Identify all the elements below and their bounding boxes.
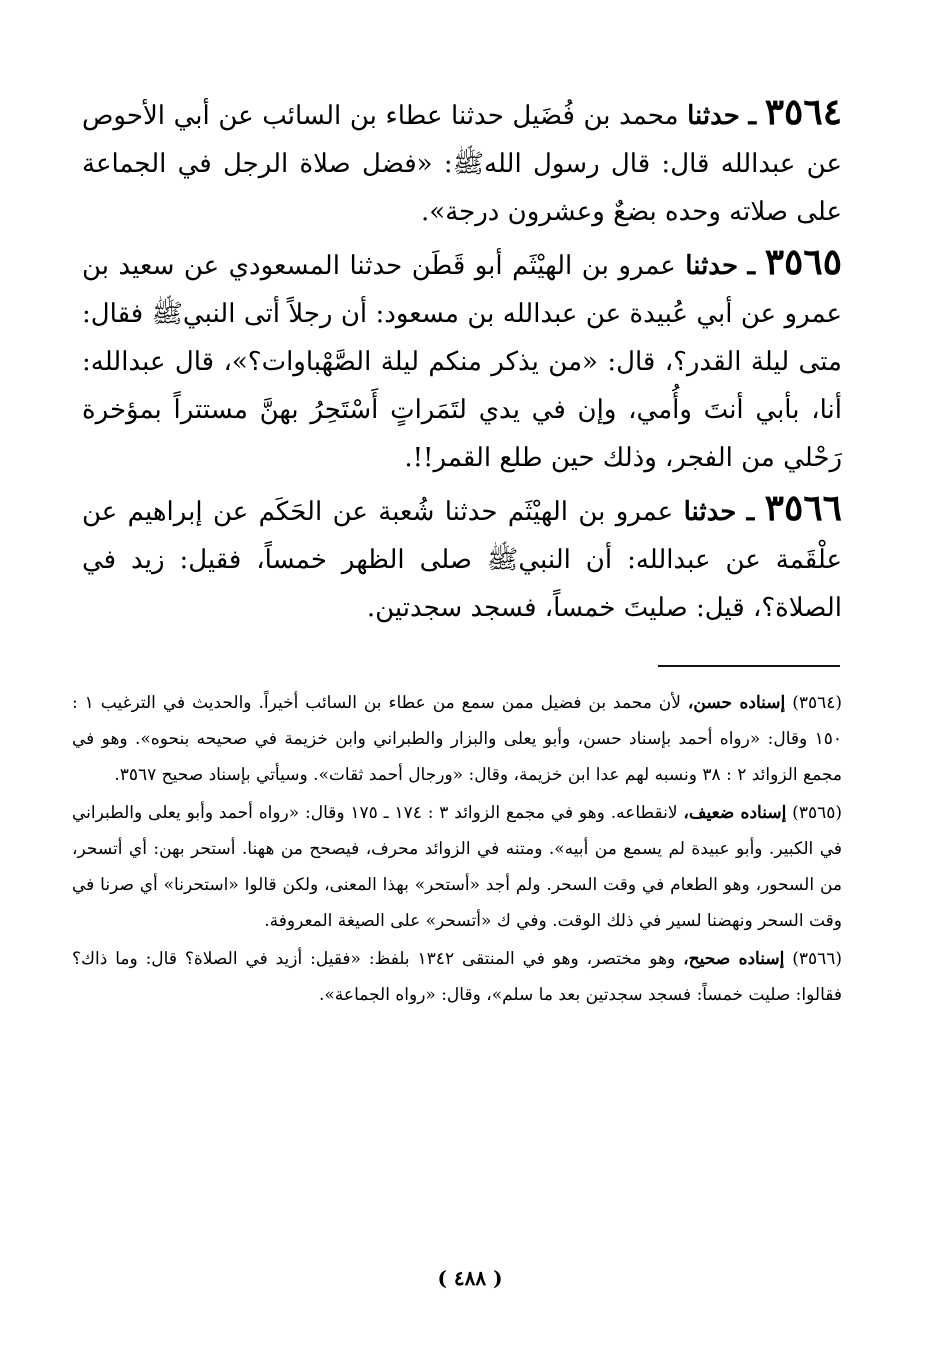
footnote-grade: إسناده ضعيف،	[683, 803, 787, 823]
footnote-grade: إسناده صحيح،	[683, 949, 785, 969]
hadith-dash: ـ	[746, 497, 755, 527]
footnote-3566	[72, 941, 842, 1013]
hadith-dash: ـ	[748, 101, 757, 131]
footnote-number: (٣٥٦٦)	[792, 949, 843, 969]
footnote-text: لأن محمد بن فضيل ممن سمع من عطاء بن السائب أخيراً. والحديث في الترغيب ١ : ١٥٠ وقال: «رواه أحمد بإسناد حسن، وأبو يعلى والبزار والطبراني وابن خزيمة في صحيحه بنحوه». وهو في مجمع الزوائد ٢ : ٣٨ ونسبه لهم عدا ابن خزيمة، وقال: «ورجال أحمد ثقات». وسيأتي بإسناد صحيح ٣٥٦٧.	[72, 693, 842, 785]
hadith-text: عمرو بن الهيْثَم أبو قَطَن حدثنا المسعودي عن سعيد بن عمرو عن أبي عُبيدة عن عبدالله بن مسعود: أن رجلاً أتى النبيﷺ فقال: متى ليلة القدر؟، قال: «من يذكر منكم ليلة الصَّهْباوات؟»، قال عبدالله: أنا، بأبي أنتَ وأُمي، وإن في يدي لتَمَراتٍ أَسْتَحِرُ بهنَّ مستتراً بمؤخرة رَحْلي من الفجر، وذلك حين طلع القمر!!.	[82, 251, 842, 473]
hadith-3566	[82, 484, 842, 632]
footnote-text: لانقطاعه. وهو في مجمع الزوائد ٣ : ١٧٤ ـ ١٧٥ وقال: «رواه أحمد وأبو يعلى والطبراني في الكبير. وأبو عبيدة لم يسمع من أبيه». ومتنه في الزوائد محرف، فيصحح من ههنا. أستحر بهن: أي أتسحر، من السحور، وهو الطعام في وقت السحر. ولم أجد «أستحر» بهذا المعنى، ولكن قالوا «استحرنا» أي صرنا في وقت السحر ونهضنا لسير في ذلك الوقت. وفي ك «أتسحر» على الصيغة المعروفة.	[72, 803, 842, 931]
hadith-opening: حدثنا	[687, 101, 740, 131]
hadith-number: ٣٥٦٦	[764, 487, 843, 529]
hadith-number: ٣٥٦٤	[764, 91, 843, 133]
footnote-text: وهو مختصر، وهو في المنتقى ١٣٤٢ بلفظ: «فقيل: أزيد في الصلاة؟ قال: وما ذاك؟ فقالوا: صليت خمساً: فسجد سجدتين بعد ما سلم»، وقال: «رواه الجماعة».	[72, 949, 842, 1005]
hadith-opening: حدثنا	[683, 497, 737, 527]
hadith-opening: حدثنا	[685, 251, 739, 281]
hadith-text: عمرو بن الهيْثَم حدثنا شُعبة عن الحَكَم عن إبراهيم عن علْقَمة عن عبدالله: أن النبيﷺ صلى الظهر خمساً، فقيل: زيد في الصلاة؟، قيل: صليتَ خمساً، فسجد سجدتين.	[82, 497, 842, 623]
footnote-grade: إسناده حسن،	[687, 693, 786, 713]
footnote-3565	[72, 795, 842, 939]
hadith-body	[82, 88, 842, 634]
footnote-3564	[72, 685, 842, 793]
footnote-number: (٣٥٦٥)	[792, 803, 842, 823]
hadith-3564	[82, 88, 842, 236]
hadith-3565	[82, 238, 842, 482]
page-number: ( ٤٨٨ )	[437, 1266, 503, 1290]
hadith-text: محمد بن فُضَيل حدثنا عطاء بن السائب عن أبي الأحوص عن عبدالله قال: قال رسول اللهﷺ: «فضل صلاة الرجل في الجماعة على صلاته وحده بضعٌ وعشرون درجة».	[82, 101, 842, 227]
footnotes	[72, 685, 842, 1015]
footnote-number: (٣٥٦٤)	[792, 693, 843, 713]
hadith-number: ٣٥٦٥	[764, 241, 843, 283]
footnote-separator	[658, 665, 840, 667]
hadith-dash: ـ	[747, 251, 756, 281]
